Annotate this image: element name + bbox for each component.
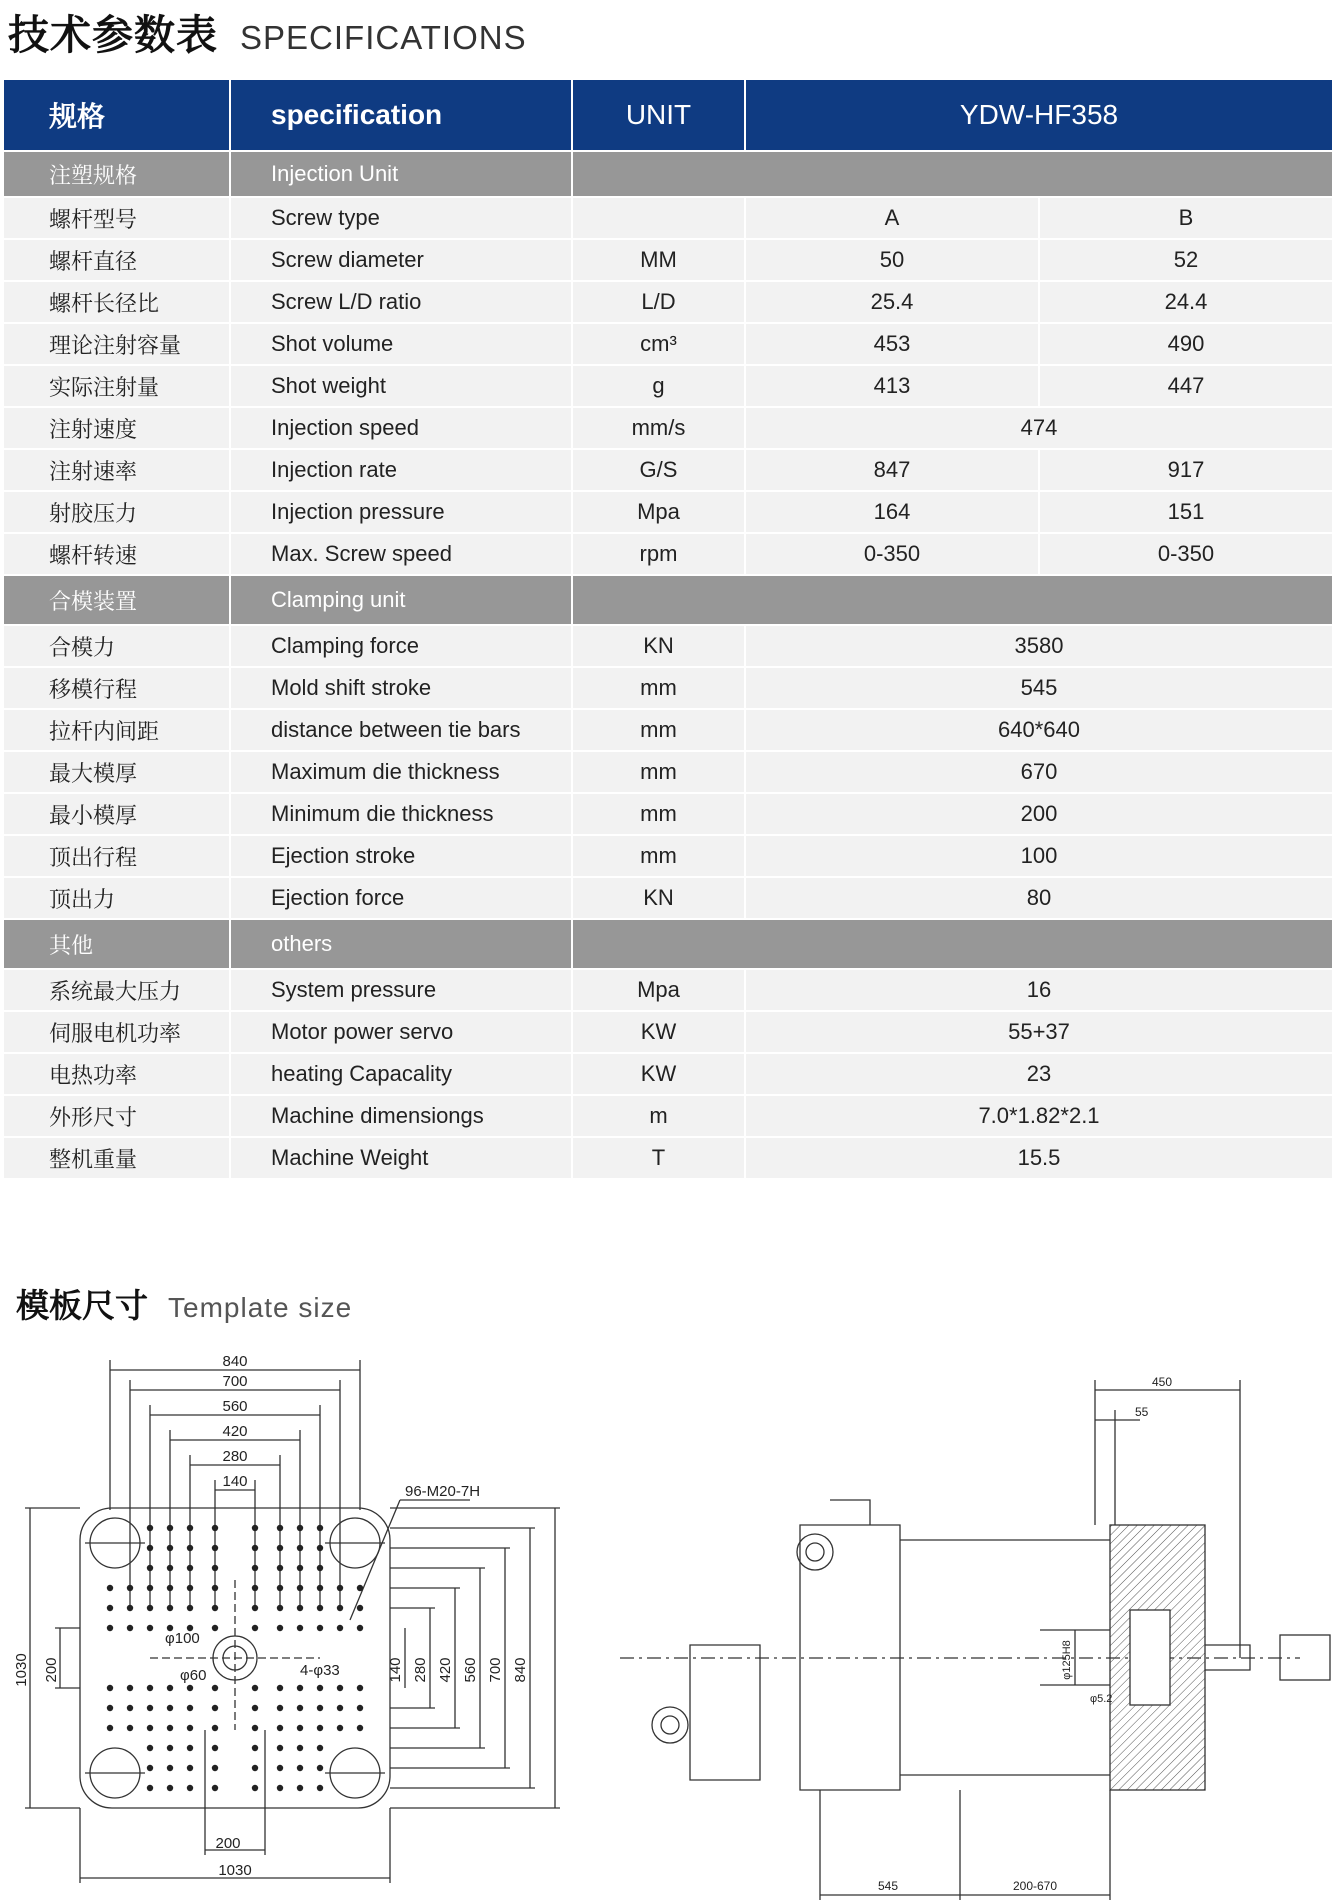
row-en: Machine dimensiongs bbox=[230, 1095, 572, 1137]
bolt-hole bbox=[167, 1605, 173, 1611]
page-title bbox=[8, 2, 527, 59]
header-model: YDW-HF358 bbox=[745, 79, 1333, 151]
bolt-hole bbox=[357, 1605, 363, 1611]
section-en: Clamping unit bbox=[230, 575, 572, 625]
bolt-hole bbox=[297, 1605, 303, 1611]
row-cn: 外形尺寸 bbox=[3, 1095, 230, 1137]
row-unit: cm³ bbox=[572, 323, 745, 365]
row-value: 7.0*1.82*2.1 bbox=[745, 1095, 1333, 1137]
table-row bbox=[3, 709, 1333, 751]
bolt-hole bbox=[337, 1585, 343, 1591]
bolt-hole bbox=[317, 1565, 323, 1571]
row-en: Max. Screw speed bbox=[230, 533, 572, 575]
row-value-b: 490 bbox=[1039, 323, 1333, 365]
bolt-hole bbox=[147, 1685, 153, 1691]
bolt-hole bbox=[297, 1705, 303, 1711]
dim-top-1: 840 bbox=[222, 1353, 248, 1370]
bolt-hole bbox=[127, 1725, 133, 1731]
dim-right-2: 280 bbox=[412, 1657, 429, 1683]
table-row bbox=[3, 835, 1333, 877]
bolt-hole bbox=[187, 1725, 193, 1731]
bolt-hole bbox=[212, 1725, 218, 1731]
row-value: 16 bbox=[745, 969, 1333, 1011]
bolt-hole bbox=[187, 1745, 193, 1751]
bolt-hole bbox=[317, 1545, 323, 1551]
row-value: 670 bbox=[745, 751, 1333, 793]
bolt-hole bbox=[187, 1545, 193, 1551]
bolt-hole bbox=[167, 1785, 173, 1791]
bolt-hole bbox=[297, 1725, 303, 1731]
bolt-hole bbox=[107, 1585, 113, 1591]
row-en: Machine Weight bbox=[230, 1137, 572, 1179]
section-cn: 其他 bbox=[3, 919, 230, 969]
bolt-hole bbox=[187, 1585, 193, 1591]
table-row bbox=[3, 667, 1333, 709]
table-row bbox=[3, 491, 1333, 533]
template-heading bbox=[16, 1280, 352, 1327]
row-value-a: 25.4 bbox=[745, 281, 1039, 323]
bolt-hole bbox=[212, 1625, 218, 1631]
table-row bbox=[3, 197, 1333, 239]
bolt-hole bbox=[147, 1785, 153, 1791]
row-unit: Mpa bbox=[572, 969, 745, 1011]
row-unit: mm bbox=[572, 793, 745, 835]
side-dim-1: 450 bbox=[1151, 1375, 1173, 1389]
bolt-hole bbox=[127, 1625, 133, 1631]
bolt-hole bbox=[252, 1725, 258, 1731]
row-value-a: A bbox=[745, 197, 1039, 239]
table-row bbox=[3, 793, 1333, 835]
bolt-hole bbox=[187, 1605, 193, 1611]
bolt-hole bbox=[252, 1745, 258, 1751]
table-row bbox=[3, 1011, 1333, 1053]
row-en: Minimum die thickness bbox=[230, 793, 572, 835]
row-en: heating Capacality bbox=[230, 1053, 572, 1095]
table-row bbox=[3, 625, 1333, 667]
row-unit: G/S bbox=[572, 449, 745, 491]
row-value: 545 bbox=[745, 667, 1333, 709]
header-unit: UNIT bbox=[572, 79, 745, 151]
bolt-hole bbox=[277, 1765, 283, 1771]
bolt-hole bbox=[277, 1525, 283, 1531]
phi60-label: φ60 bbox=[180, 1667, 207, 1684]
bolt-hole bbox=[317, 1585, 323, 1591]
row-en: Ejection stroke bbox=[230, 835, 572, 877]
dim-top-4: 420 bbox=[222, 1423, 248, 1440]
bolt-hole bbox=[317, 1765, 323, 1771]
bolt-hole bbox=[277, 1785, 283, 1791]
bolt-hole bbox=[317, 1725, 323, 1731]
thread-label: 96-M20-7H bbox=[405, 1483, 481, 1500]
bolt-hole bbox=[167, 1745, 173, 1751]
section-header bbox=[3, 575, 1333, 625]
row-en: Injection pressure bbox=[230, 491, 572, 533]
row-cn: 注射速度 bbox=[3, 407, 230, 449]
table-row bbox=[3, 533, 1333, 575]
bolt-hole bbox=[167, 1705, 173, 1711]
bolt-hole bbox=[107, 1605, 113, 1611]
table-row bbox=[3, 407, 1333, 449]
bolt-hole bbox=[357, 1725, 363, 1731]
row-en: Shot volume bbox=[230, 323, 572, 365]
table-row bbox=[3, 969, 1333, 1011]
table-row bbox=[3, 1137, 1333, 1179]
row-cn: 注射速率 bbox=[3, 449, 230, 491]
row-cn: 伺服电机功率 bbox=[3, 1011, 230, 1053]
row-unit: m bbox=[572, 1095, 745, 1137]
bolt-hole bbox=[107, 1685, 113, 1691]
bolt-hole bbox=[127, 1585, 133, 1591]
row-value: 80 bbox=[745, 877, 1333, 919]
title-en: SPECIFICATIONS bbox=[240, 19, 527, 56]
dim-right-5: 700 bbox=[487, 1657, 504, 1683]
bolt-hole bbox=[252, 1685, 258, 1691]
bolt-hole bbox=[107, 1705, 113, 1711]
row-value-b: 24.4 bbox=[1039, 281, 1333, 323]
bolt-hole bbox=[187, 1565, 193, 1571]
row-cn: 电热功率 bbox=[3, 1053, 230, 1095]
bolt-hole bbox=[297, 1625, 303, 1631]
row-en: Injection speed bbox=[230, 407, 572, 449]
row-value: 3580 bbox=[745, 625, 1333, 667]
bolt-hole bbox=[252, 1765, 258, 1771]
row-value: 640*640 bbox=[745, 709, 1333, 751]
bolt-hole bbox=[277, 1565, 283, 1571]
row-cn: 螺杆转速 bbox=[3, 533, 230, 575]
row-value-a: 413 bbox=[745, 365, 1039, 407]
section-filler bbox=[572, 575, 1333, 625]
bolt-hole bbox=[317, 1745, 323, 1751]
template-title-cn: 模板尺寸 bbox=[16, 1286, 148, 1325]
row-cn: 最大模厚 bbox=[3, 751, 230, 793]
row-value: 200 bbox=[745, 793, 1333, 835]
bolt-hole bbox=[252, 1625, 258, 1631]
bolt-hole bbox=[297, 1765, 303, 1771]
bolt-hole bbox=[212, 1705, 218, 1711]
bolt-hole bbox=[107, 1725, 113, 1731]
bolt-hole bbox=[187, 1525, 193, 1531]
bolt-hole bbox=[277, 1605, 283, 1611]
row-value-b: 52 bbox=[1039, 239, 1333, 281]
bolt-hole bbox=[317, 1525, 323, 1531]
bolt-hole bbox=[297, 1785, 303, 1791]
phi100-label: φ100 bbox=[165, 1630, 200, 1647]
bolt-hole bbox=[252, 1785, 258, 1791]
bolt-hole bbox=[252, 1705, 258, 1711]
bolt-hole bbox=[297, 1525, 303, 1531]
bolt-hole bbox=[277, 1585, 283, 1591]
row-value-b: 917 bbox=[1039, 449, 1333, 491]
bolt-hole bbox=[187, 1785, 193, 1791]
row-cn: 实际注射量 bbox=[3, 365, 230, 407]
bolt-hole bbox=[187, 1685, 193, 1691]
row-en: Clamping force bbox=[230, 625, 572, 667]
bolt-hole bbox=[357, 1585, 363, 1591]
row-unit: KN bbox=[572, 625, 745, 667]
table-row bbox=[3, 751, 1333, 793]
bolt-hole bbox=[337, 1625, 343, 1631]
row-unit: L/D bbox=[572, 281, 745, 323]
bolt-hole bbox=[127, 1705, 133, 1711]
row-value-a: 50 bbox=[745, 239, 1039, 281]
bolt-hole bbox=[212, 1605, 218, 1611]
bolt-hole bbox=[337, 1725, 343, 1731]
section-en: Injection Unit bbox=[230, 151, 572, 197]
bolt-hole bbox=[212, 1545, 218, 1551]
platen-front-view bbox=[25, 1360, 560, 1883]
side-dim-4: φ5.2 bbox=[1090, 1693, 1113, 1705]
row-unit: mm bbox=[572, 667, 745, 709]
bolt-hole bbox=[357, 1625, 363, 1631]
row-en: Shot weight bbox=[230, 365, 572, 407]
bolt-hole bbox=[212, 1765, 218, 1771]
row-cn: 射胶压力 bbox=[3, 491, 230, 533]
row-en: Screw type bbox=[230, 197, 572, 239]
dim-top-5: 280 bbox=[222, 1448, 248, 1465]
row-value: 474 bbox=[745, 407, 1333, 449]
row-value-a: 847 bbox=[745, 449, 1039, 491]
bolt-hole bbox=[297, 1685, 303, 1691]
table-row bbox=[3, 323, 1333, 365]
bolt-hole bbox=[317, 1685, 323, 1691]
row-cn: 顶出行程 bbox=[3, 835, 230, 877]
bolt-hole bbox=[337, 1605, 343, 1611]
section-header bbox=[3, 919, 1333, 969]
row-cn: 合模力 bbox=[3, 625, 230, 667]
bolt-hole bbox=[277, 1745, 283, 1751]
table-row bbox=[3, 449, 1333, 491]
table-row bbox=[3, 1053, 1333, 1095]
row-en: Screw L/D ratio bbox=[230, 281, 572, 323]
table-row bbox=[3, 281, 1333, 323]
row-en: Mold shift stroke bbox=[230, 667, 572, 709]
row-value-b: B bbox=[1039, 197, 1333, 239]
row-en: Injection rate bbox=[230, 449, 572, 491]
bolt-hole bbox=[147, 1605, 153, 1611]
row-value: 55+37 bbox=[745, 1011, 1333, 1053]
row-unit: KW bbox=[572, 1011, 745, 1053]
row-en: Maximum die thickness bbox=[230, 751, 572, 793]
section-header bbox=[3, 151, 1333, 197]
dim-top-2: 700 bbox=[222, 1373, 248, 1390]
bolt-hole bbox=[107, 1625, 113, 1631]
row-value-a: 164 bbox=[745, 491, 1039, 533]
bolt-hole bbox=[277, 1545, 283, 1551]
row-cn: 移模行程 bbox=[3, 667, 230, 709]
platen-side-view bbox=[620, 1380, 1330, 1900]
bolt-hole bbox=[147, 1765, 153, 1771]
row-en: Motor power servo bbox=[230, 1011, 572, 1053]
bolt-hole bbox=[317, 1625, 323, 1631]
bolt-hole bbox=[297, 1585, 303, 1591]
dim-right-4: 560 bbox=[462, 1657, 479, 1683]
table-header bbox=[3, 79, 1333, 151]
table-row bbox=[3, 877, 1333, 919]
holes-label: 4-φ33 bbox=[300, 1662, 340, 1679]
title-cn: 技术参数表 bbox=[8, 11, 218, 59]
row-en: Screw diameter bbox=[230, 239, 572, 281]
bolt-hole bbox=[317, 1785, 323, 1791]
row-cn: 最小模厚 bbox=[3, 793, 230, 835]
bolt-hole bbox=[187, 1705, 193, 1711]
section-cn: 合模装置 bbox=[3, 575, 230, 625]
row-cn: 顶出力 bbox=[3, 877, 230, 919]
template-drawing bbox=[0, 1330, 1335, 1903]
row-value-b: 447 bbox=[1039, 365, 1333, 407]
bolt-hole bbox=[167, 1565, 173, 1571]
row-value-b: 151 bbox=[1039, 491, 1333, 533]
bolt-hole bbox=[212, 1785, 218, 1791]
bolt-hole bbox=[147, 1545, 153, 1551]
row-unit: KN bbox=[572, 877, 745, 919]
bolt-hole bbox=[147, 1705, 153, 1711]
bolt-hole bbox=[297, 1745, 303, 1751]
bolt-hole bbox=[147, 1585, 153, 1591]
row-unit: MM bbox=[572, 239, 745, 281]
bolt-hole bbox=[212, 1525, 218, 1531]
side-dim-2: 55 bbox=[1135, 1405, 1149, 1419]
bolt-hole bbox=[212, 1745, 218, 1751]
row-unit: mm bbox=[572, 835, 745, 877]
row-en: System pressure bbox=[230, 969, 572, 1011]
row-value: 15.5 bbox=[745, 1137, 1333, 1179]
row-unit: KW bbox=[572, 1053, 745, 1095]
row-value: 23 bbox=[745, 1053, 1333, 1095]
bolt-hole bbox=[252, 1605, 258, 1611]
bolt-hole bbox=[277, 1685, 283, 1691]
row-cn: 螺杆直径 bbox=[3, 239, 230, 281]
row-cn: 整机重量 bbox=[3, 1137, 230, 1179]
row-unit: T bbox=[572, 1137, 745, 1179]
table-row bbox=[3, 1095, 1333, 1137]
table-row bbox=[3, 365, 1333, 407]
section-cn: 注塑规格 bbox=[3, 151, 230, 197]
bolt-hole bbox=[167, 1585, 173, 1591]
row-unit: mm bbox=[572, 709, 745, 751]
row-cn: 螺杆型号 bbox=[3, 197, 230, 239]
bolt-hole bbox=[357, 1705, 363, 1711]
dim-right-6: 840 bbox=[512, 1657, 529, 1683]
dim-top-6: 140 bbox=[222, 1473, 248, 1490]
bolt-hole bbox=[127, 1605, 133, 1611]
bolt-hole bbox=[147, 1565, 153, 1571]
bolt-hole bbox=[252, 1565, 258, 1571]
bolt-hole bbox=[167, 1685, 173, 1691]
bolt-hole bbox=[127, 1685, 133, 1691]
dim-left-1: 1030 bbox=[13, 1653, 30, 1687]
side-dim-3: φ125H8 bbox=[1061, 1640, 1073, 1680]
bolt-hole bbox=[252, 1525, 258, 1531]
dim-left-2: 200 bbox=[43, 1657, 60, 1683]
row-unit: rpm bbox=[572, 533, 745, 575]
dim-bottom-2: 1030 bbox=[218, 1862, 252, 1879]
bolt-hole bbox=[357, 1685, 363, 1691]
row-value: 100 bbox=[745, 835, 1333, 877]
bolt-hole bbox=[147, 1625, 153, 1631]
bolt-hole bbox=[167, 1765, 173, 1771]
bolt-hole bbox=[252, 1545, 258, 1551]
row-en: distance between tie bars bbox=[230, 709, 572, 751]
bolt-hole bbox=[212, 1685, 218, 1691]
bolt-hole bbox=[167, 1725, 173, 1731]
row-en: Ejection force bbox=[230, 877, 572, 919]
bolt-hole bbox=[187, 1765, 193, 1771]
row-unit: g bbox=[572, 365, 745, 407]
row-value-a: 0-350 bbox=[745, 533, 1039, 575]
side-dim-5: 545 bbox=[877, 1879, 899, 1893]
dim-right-3: 420 bbox=[437, 1657, 454, 1683]
bolt-hole bbox=[297, 1565, 303, 1571]
bolt-hole bbox=[167, 1545, 173, 1551]
table-row bbox=[3, 239, 1333, 281]
template-title-en: Template size bbox=[168, 1292, 353, 1323]
bolt-hole bbox=[277, 1725, 283, 1731]
row-cn: 系统最大压力 bbox=[3, 969, 230, 1011]
bolt-hole bbox=[212, 1585, 218, 1591]
bolt-hole bbox=[147, 1525, 153, 1531]
bolt-hole bbox=[337, 1705, 343, 1711]
section-filler bbox=[572, 919, 1333, 969]
header-en: specification bbox=[230, 79, 572, 151]
bolt-hole bbox=[317, 1705, 323, 1711]
bolt-hole bbox=[212, 1565, 218, 1571]
row-value-b: 0-350 bbox=[1039, 533, 1333, 575]
bolt-hole bbox=[297, 1545, 303, 1551]
header-cn: 规格 bbox=[3, 79, 230, 151]
row-cn: 拉杆内间距 bbox=[3, 709, 230, 751]
bolt-hole bbox=[147, 1725, 153, 1731]
bolt-hole bbox=[337, 1685, 343, 1691]
bolt-hole bbox=[277, 1705, 283, 1711]
specification-table bbox=[2, 78, 1334, 1180]
side-dim-6: 200-670 bbox=[1012, 1879, 1058, 1893]
bolt-hole bbox=[317, 1605, 323, 1611]
bolt-hole bbox=[167, 1525, 173, 1531]
row-unit: Mpa bbox=[572, 491, 745, 533]
bolt-hole bbox=[277, 1625, 283, 1631]
row-value-a: 453 bbox=[745, 323, 1039, 365]
row-unit: mm/s bbox=[572, 407, 745, 449]
section-filler bbox=[572, 151, 1333, 197]
row-unit: mm bbox=[572, 751, 745, 793]
row-cn: 理论注射容量 bbox=[3, 323, 230, 365]
section-en: others bbox=[230, 919, 572, 969]
bolt-hole bbox=[147, 1745, 153, 1751]
dim-top-3: 560 bbox=[222, 1398, 248, 1415]
row-unit bbox=[572, 197, 745, 239]
dim-bottom-1: 200 bbox=[215, 1835, 241, 1852]
dim-right-1: 140 bbox=[387, 1657, 404, 1683]
bolt-hole bbox=[252, 1585, 258, 1591]
row-cn: 螺杆长径比 bbox=[3, 281, 230, 323]
